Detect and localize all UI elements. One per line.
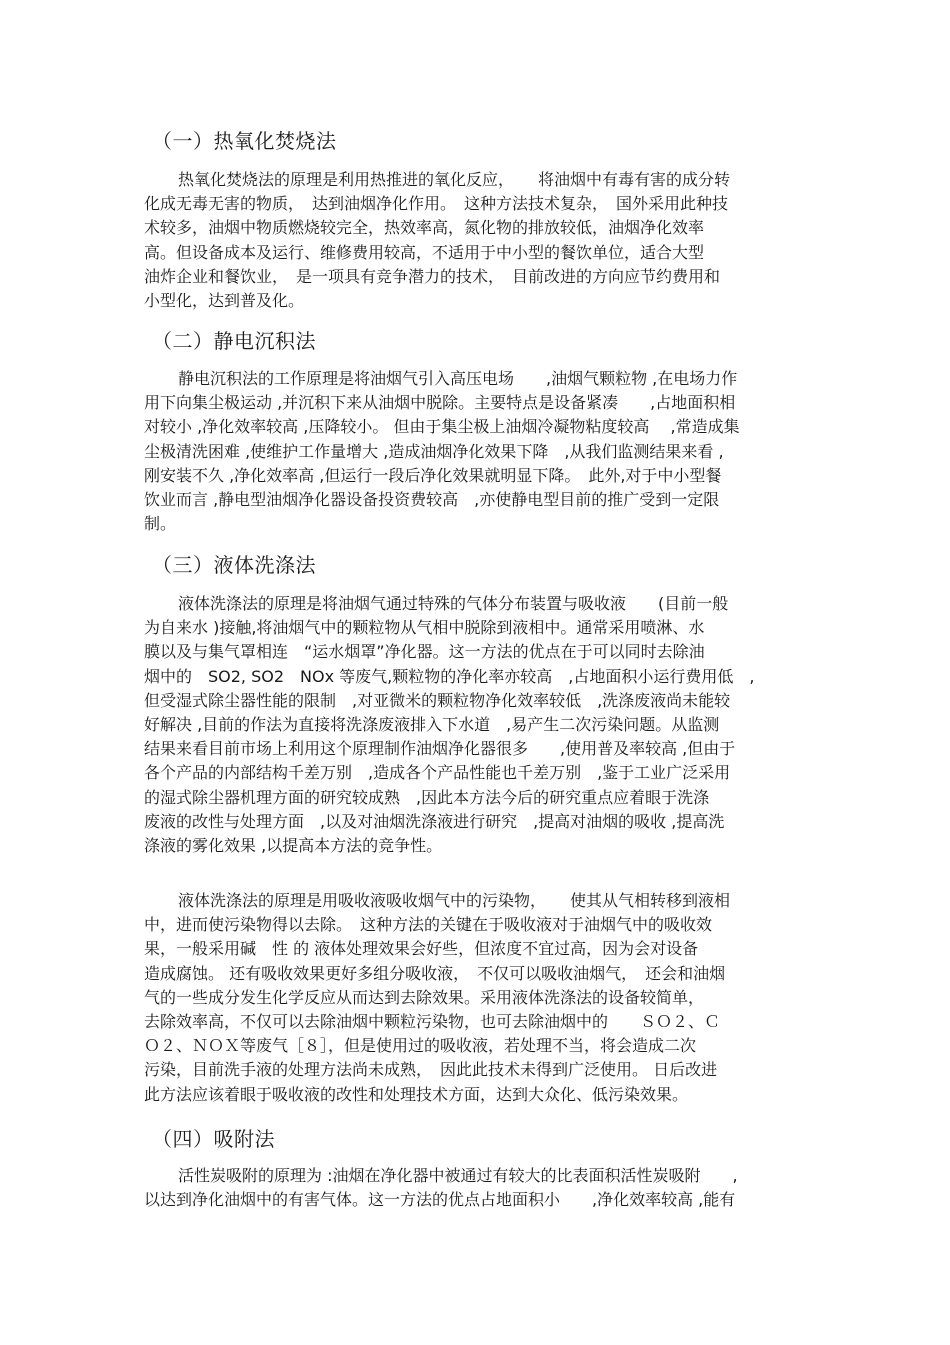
text-line: 油炸企业和餐饮业， 是一项具有竞争潜力的技术， 目前改进的方向应节约费用和 (144, 266, 721, 286)
text-line: 术较多，油烟中物质燃烧较完全，热效率高，氮化物的排放较低，油烟净化效率 (144, 218, 705, 238)
section-4-paragraph (144, 1164, 808, 1212)
text-line: 但受湿式除尘器性能的限制 ,对亚微米的颗粒物净化效率较低 ,洗涤废液尚未能较 (144, 690, 731, 710)
section-heading-4: （四）吸附法 (152, 1127, 275, 1151)
text-line: 静电沉积法的工作原理是将油烟气引入高压电场 ,油烟气颗粒物 ,在电场力作 (178, 369, 738, 388)
section-3-paragraph-1 (144, 592, 808, 858)
text-line: 涤液的雾化效果 ,以提高本方法的竞争性。 (144, 835, 443, 855)
text-line: 中，进而使污染物得以去除。 这种方法的关键在于吸收液对于油烟气中的吸收效 (144, 915, 713, 935)
text-line: 液体洗涤法的原理是用吸收液吸收烟气中的污染物， 使其从气相转移到液相 (178, 891, 731, 910)
text-line: 液体洗涤法的原理是将油烟气通过特殊的气体分布装置与吸收液 (目前一般 (178, 594, 729, 613)
text-line: 以达到净化油烟中的有害气体。这一方法的优点占地面积小 ,净化效率较高 ,能有 (144, 1190, 736, 1210)
text-line: 废液的改性与处理方面 ,以及对油烟洗涤液进行研究 ,提高对油烟的吸收 ,提高洗 (144, 811, 725, 831)
section-heading-1: （一）热氧化焚烧法 (152, 129, 337, 153)
text-line: 污染，目前洗手液的处理方法尚未成熟， 因此此技术未得到广泛使用。 日后改进 (144, 1060, 718, 1080)
text-line: 各个产品的内部结构千差万别 ,造成各个产品性能也千差万别 ,鉴于工业广泛采用 (144, 763, 731, 783)
section-3-paragraph-2 (144, 889, 808, 1107)
text-line: Ｏ２、ＮＯＸ等废气［８］，但是使用过的吸收液，若处理不当，将会造成二次 (144, 1036, 697, 1056)
text-line: 膜以及与集气罩相连 “运水烟罩”净化器。这一方法的优点在于可以同时去除油 (144, 642, 705, 662)
text-line: 热氧化焚烧法的原理是利用热推进的氧化反应， 将油烟中有毒有害的成分转 (178, 170, 731, 189)
section-2-paragraph (144, 367, 808, 536)
text-line: 活性炭吸附的原理为 :油烟在净化器中被通过有较大的比表面积活性炭吸附 , (178, 1166, 738, 1185)
text-line: 此方法应该着眼于吸收液的改性和处理技术方面，达到大众化、低污染效果。 (144, 1084, 689, 1104)
text-line: 结果来看目前市场上利用这个原理制作油烟净化器很多 ,使用普及率较高 ,但由于 (144, 739, 736, 759)
text-line: 制。 (144, 514, 177, 534)
text-line: 饮业而言 ,静电型油烟净化器设备投资费较高 ,亦使静电型目前的推广受到一定限 (144, 489, 720, 509)
text-line: 用下向集尘极运动 ,并沉积下来从油烟中脱除。主要特点是设备紧凑 ,占地面积相 (144, 393, 736, 413)
section-heading-3: （三）液体洗涤法 (152, 553, 316, 577)
text-line: 好解决 ,目前的作法为直接将洗涤废液排入下水道 ,易产生二次污染问题。从监测 (144, 714, 720, 734)
text-line: 果，一般采用碱 性 的 液体处理效果会好些，但浓度不宜过高，因为会对设备 (144, 939, 699, 959)
text-line: 尘极清洗困难 ,使维护工作量增大 ,造成油烟净化效果下降 ,从我们监测结果来看 , (144, 441, 724, 461)
text-line: 对较小 ,净化效率较高 ,压降较小。 但由于集尘极上油烟冷凝物粘度较高 ,常造成集 (144, 417, 740, 437)
text-line: 造成腐蚀。 还有吸收效果更好多组分吸收液， 不仅可以吸收油烟气， 还会和油烟 (144, 963, 726, 983)
text-line: 去除效率高，不仅可以去除油烟中颗粒污染物，也可去除油烟中的 ＳＯ２、Ｃ (144, 1011, 721, 1031)
text-line: 化成无毒无害的物质， 达到油烟净化作用。 这种方法技术复杂， 国外采用此种技 (144, 194, 729, 214)
text-line: 刚安装不久 ,净化效率高 ,但运行一段后净化效果就明显下降。 此外,对于中小型餐 (144, 465, 722, 485)
text-line: 高。但设备成本及运行、维修费用较高，不适用于中小型的餐饮单位，适合大型 (144, 242, 705, 262)
text-line: 小型化，达到普及化。 (144, 290, 305, 310)
section-1-paragraph (144, 168, 808, 313)
text-line: 为自来水 )接触,将油烟气中的颗粒物从气相中脱除到液相中。通常采用喷淋、水 (144, 618, 705, 638)
text-line: 烟中的 SO2, SO2 NOx 等废气,颗粒物的净化率亦较高 ,占地面积小运行费用低 , (144, 666, 755, 686)
text-line: 气的一些成分发生化学反应从而达到去除效果。采用液体洗涤法的设备较简单， (144, 987, 705, 1007)
text-line: 的湿式除尘器机理方面的研究较成熟 ,因此本方法今后的研究重点应着眼于洗涤 (144, 787, 710, 807)
section-heading-2: （二）静电沉积法 (152, 329, 316, 353)
